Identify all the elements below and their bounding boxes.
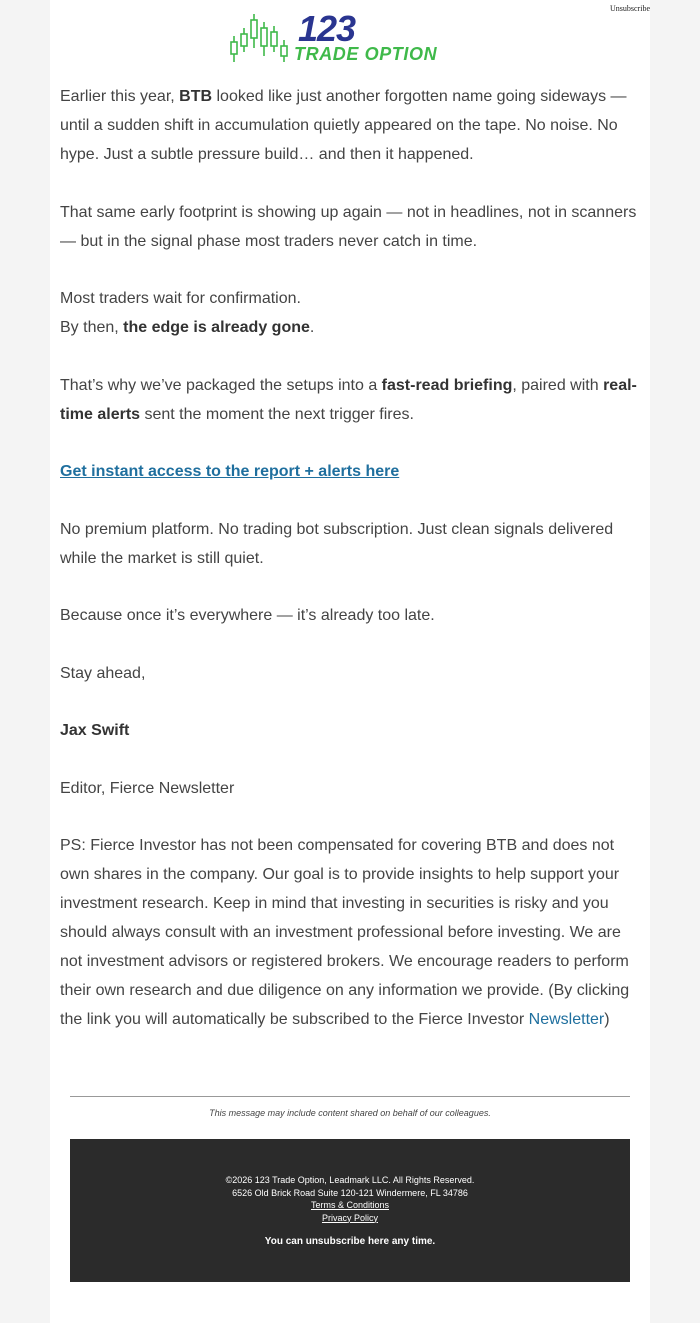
logo-number: 123 — [298, 8, 356, 49]
copyright: ©2026 123 Trade Option, Leadmark LLC. All Rights Reserved. — [225, 1175, 475, 1185]
text: ) — [604, 1011, 610, 1028]
text: sent the moment the next trigger fires. — [140, 405, 414, 423]
ps-disclaimer — [60, 831, 640, 1034]
text: That’s why we’ve packaged the setups into a — [60, 376, 382, 394]
text: , paired with — [512, 376, 604, 394]
text: PS: Fierce Investor has not been compensated for covering BTB and does not own shares in the company. Our goal is to provide insights to help support your investment research. Keep in mind that investing in securities is risky and you should always consult with an investment professional before investing. We are not investment advisors or registered brokers. We encourage readers to perform their own research and due diligence on any information we provide. (By clicking the link you will automatically be subscribed to the Fierce Investor — [60, 837, 630, 1028]
candlestick-icon — [226, 10, 294, 68]
text: Earlier this year, — [60, 88, 180, 105]
paragraph-cta — [60, 457, 640, 486]
text: Most traders wait for confirmation. — [60, 290, 301, 307]
newsletter-link[interactable]: Newsletter — [528, 1011, 605, 1028]
text: looked like just another forgotten name going sideways — until a sudden shift in accumulation quietly appeared on the tape. No noise. No hype. Just a subtle pressure build… and then it happened. — [60, 88, 627, 163]
paragraph-intro — [60, 82, 640, 169]
text: . — [309, 319, 315, 336]
paragraph-footprint: That same early footprint is showing up again — not in headlines, not in scanners — but in the signal phase most traders never catch in time. — [60, 203, 637, 250]
emphasis-bold: real-time alerts — [60, 376, 637, 423]
signature — [60, 716, 640, 745]
address: 6526 Old Brick Road Suite 120-121 Windermere, FL 34786 — [232, 1187, 468, 1198]
emphasis-bold: fast-read briefing — [381, 376, 513, 394]
brand-logo[interactable] — [226, 10, 476, 68]
signature-title: Editor, Fierce Newsletter — [60, 779, 235, 797]
paragraph-platform: No premium platform. No trading bot subscription. Just clean signals delivered while the market is still quiet. — [60, 520, 614, 567]
divider — [70, 1096, 630, 1097]
paragraph-too-late: Because once it’s everywhere — it’s already too late. — [60, 607, 435, 624]
signoff: Stay ahead, — [60, 664, 146, 682]
signature-name: Jax Swift — [60, 722, 130, 739]
paragraph-briefing — [60, 371, 640, 429]
ticker-bold: BTB — [179, 88, 213, 105]
colleagues-note: This message may include content shared on behalf of our colleagues. — [209, 1108, 491, 1118]
footer — [70, 1139, 630, 1282]
logo-wordmark: TRADE OPTION — [294, 44, 438, 64]
email-content — [60, 82, 640, 1063]
terms-link[interactable]: Terms & Conditions — [310, 1200, 390, 1210]
paragraph-confirmation — [60, 284, 640, 342]
email-body — [50, 0, 650, 1323]
text: By then, — [60, 319, 124, 336]
unsubscribe-line[interactable]: You can unsubscribe here any time. — [264, 1236, 436, 1247]
emphasis-bold: the edge is already gone — [123, 319, 310, 336]
cta-link[interactable]: Get instant access to the report + alerts here — [60, 463, 400, 480]
unsubscribe-link-top[interactable]: Unsubscribe — [610, 4, 650, 13]
privacy-link[interactable]: Privacy Policy — [321, 1212, 378, 1223]
